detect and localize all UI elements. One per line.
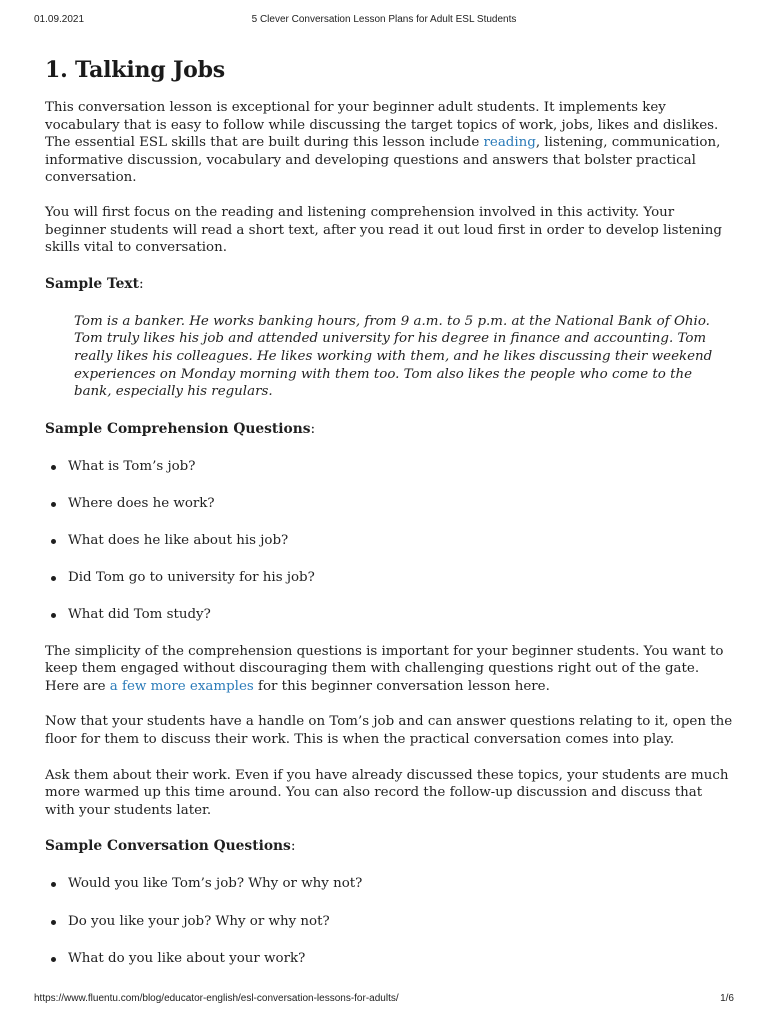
list-item: What does he like about his job? xyxy=(45,532,735,550)
conversation-questions-list xyxy=(45,875,735,967)
intro-paragraph: This conversation lesson is exceptional for your beginner adult students. It implements key vocabulary that is easy to follow while discussing the target topics of work, jobs, likes and dislikes. The essential ESL skills that are built during this lesson include reading, listening, communication, informative discussion, vocabulary and developing questions and answers that bolster practical conversation. xyxy=(45,100,721,186)
comprehension-questions-heading: Sample Comprehension Questions: xyxy=(45,420,316,437)
list-item: Did Tom go to university for his job? xyxy=(45,569,735,587)
list-item: What did Tom study? xyxy=(45,606,735,624)
bullet-icon xyxy=(51,502,56,507)
bullet-icon xyxy=(51,539,56,544)
conversation-questions-heading: Sample Conversation Questions: xyxy=(45,838,296,855)
page-number: 1/6 xyxy=(720,993,734,1004)
list-item: What is Tom’s job? xyxy=(45,458,735,476)
bullet-icon xyxy=(51,613,56,618)
bullet-icon xyxy=(51,882,56,887)
more-examples-link[interactable]: a few more examples xyxy=(109,678,254,694)
reading-listening-paragraph: You will first focus on the reading and listening comprehension involved in this activity. Your beginner students will read a short text, after you read it out loud first in order to develop listening skills vital to conversation. xyxy=(45,204,722,256)
list-item: What do you like about your work? xyxy=(45,950,735,968)
list-item: Do you like your job? Why or why not? xyxy=(45,913,735,931)
bullet-icon xyxy=(51,957,56,962)
handle-paragraph: Now that your students have a handle on Tom’s job and can answer questions relating to it, open the floor for them to discuss their work. This is when the practical conversation comes into play. xyxy=(45,714,733,748)
article-body xyxy=(45,57,735,986)
bullet-icon xyxy=(51,920,56,925)
document-title: 5 Clever Conversation Lesson Plans for Adult ESL Students xyxy=(251,14,517,25)
section-heading: 1. Talking Jobs xyxy=(45,57,225,83)
sample-text-heading: Sample Text: xyxy=(45,275,144,292)
page-url[interactable]: https://www.fluentu.com/blog/educator-english/esl-conversation-lessons-for-adults/ xyxy=(34,993,399,1004)
simplicity-paragraph: The simplicity of the comprehension questions is important for your beginner students. You want to keep them engaged without discouraging them with challenging questions right out of the gate. Here are a few more examples for this beginner conversation lesson here. xyxy=(45,643,724,694)
print-date: 01.09.2021 xyxy=(34,14,85,25)
ask-them-paragraph: Ask them about their work. Even if you have already discussed these topics, your students are much more warmed up this time around. You can also record the follow-up discussion and discuss that with your students later. xyxy=(45,767,729,818)
list-item: Where does he work? xyxy=(45,495,735,513)
comprehension-questions-list xyxy=(45,458,735,624)
bullet-icon xyxy=(51,465,56,470)
sample-text-quote: Tom is a banker. He works banking hours, from 9 a.m. to 5 p.m. at the National Bank of Ohio. Tom truly likes his job and attended university for his degree in finance and accounting. Tom really likes his colleagues. He likes working with them, and he likes discussing their weekend experiences on Monday morning with them too. Tom also likes the people who come to the bank, especially his regulars. xyxy=(74,313,713,400)
print-header xyxy=(0,14,768,30)
print-footer xyxy=(0,993,768,1009)
bullet-icon xyxy=(51,576,56,581)
list-item: Would you like Tom’s job? Why or why not? xyxy=(45,875,735,893)
reading-link[interactable]: reading xyxy=(483,135,536,151)
